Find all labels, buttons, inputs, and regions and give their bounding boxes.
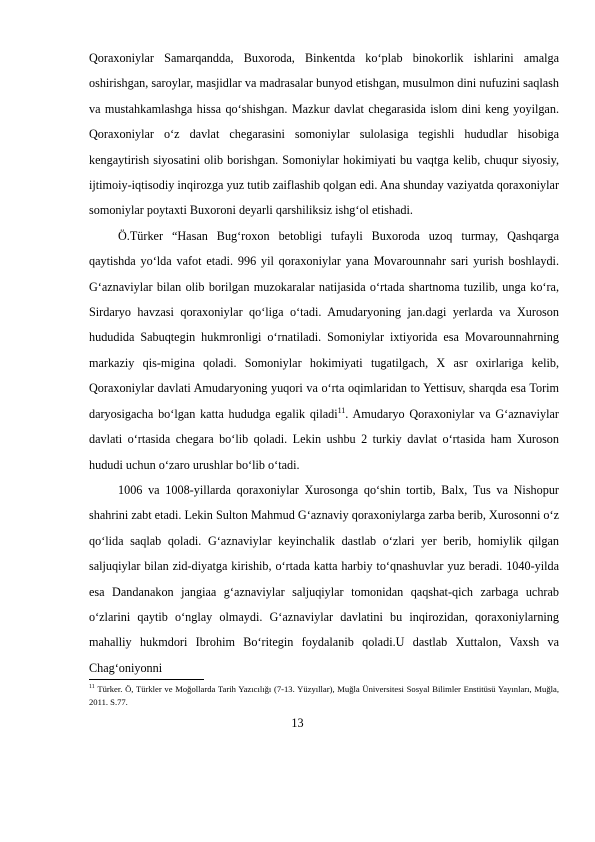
page-number: 13 (291, 716, 304, 730)
paragraph-2-text-a: Ö.Türker “Hasan Bugʻroxon betobligi tufayli Buxoroda uzoq turmay, Qashqarga qaytishda yoʻlda vafot etadi. 996 yil qoraxoniylar yana Movarounnahr sari yurish boshlaydi. Gʻaznaviylar bilan olib borilgan muzokaralar natijasida oʻrtada shartnoma tuzilib, unga koʻra, Sirdaryo havzasi qoraxoniylar qoʻliga oʻtadi. Amudaryoning jan.dagi yerlarda va Xuroson hududida Sabuqtegin hukmronligi oʻrnatiladi. Somoniylar ixtiyorida esa Movarounnahrning markaziy qis-migina qoladi. Somoniylar hokimiyati tugatilgach, X asr oxirlariga kelib, Qoraxoniylar davlati Amudaryoning yuqori va oʻrta oqimlaridan to Yettisuv, sharqda esa Torim daryosigacha boʻlgan katta hududga egalik qiladi (89, 228, 559, 421)
footnote (89, 683, 559, 708)
footnote-divider (89, 679, 204, 680)
footnote-reference[interactable]: 11 (337, 405, 346, 415)
body-text (89, 46, 559, 681)
paragraph-3: 1006 va 1008-yillarda qoraxoniylar Xurosonga qoʻshin tortib, Balx, Tus va Nishopur shahrini zabt etadi. Lekin Sulton Mahmud Gʻaznaviy qoraxoniylarga zarba berib, Xurosonni oʻz qoʻlida saqlab qoladi. Gʻaznaviylar keyinchalik dastlab oʻzlari yer berib, homiylik qilgan saljuqiylar bilan zid-diyatga kirishib, oʻrtada katta harbiy toʻqnashuvlar yuz beradi. 1040-yilda esa Dandanakon jangiaa gʻaznaviylar saljuqiylar tomonidan qaqshat-qich zarbaga uchrab oʻzlarini qaytib oʻnglay olmaydi. Gʻaznaviylar davlatini bu inqirozidan, qoraxoniylarning mahalliy hukmdori Ibrohim Boʻritegin foydalanib qoladi.U dastlab Xuttalon, Vaxsh va Chagʻoniyonni (89, 482, 559, 675)
paragraph-2-text-b: . Amudaryo Qoraxoniylar va Gʻaznaviylar davlati oʻrtasida chegara boʻlib qoladi. Lekin ushbu 2 turkiy davlat oʻrtasida ham Xuroson hududi uchun oʻzaro urushlar boʻlib oʻtadi. (89, 406, 559, 472)
footnote-text: Türker. Ö, Türkler ve Moğollarda Tarih Yazıcılığı (7-13. Yüzyıllar), Muğla Üniversitesi Sosyal Bilimler Enstitüsü Yayınları, Muğla, 2011. S.77. (89, 684, 559, 707)
paragraph-2 (89, 224, 559, 478)
paragraph-1: Qoraxoniylar Samarqandda, Buxoroda, Binkentda koʻplab binokorlik ishlarini amalga oshirishgan, saroylar, masjidlar va madrasalar bunyod etishgan, musulmon dini nufuzini saqlash va mustahkamlashga hissa qoʻshishgan. Mazkur davlat chegarasida islom dini keng yoyilgan. Qoraxoniylar oʻz davlat chegarasini somoniylar sulolasiga tegishli hududlar hisobiga kengaytirish siyosatini olib borishgan. Somoniylar hokimiyati bu vaqtga kelib, chuqur siyosiy, ijtimoiy-iqtisodiy inqirozga yuz tutib zaiflashib qolgan edi. Ana shunday vaziyatda qoraxoniylar somoniylar poytaxti Buxoroni deyarli qarshiliksiz ishgʻol etishadi. (89, 51, 559, 218)
footnote-number: 11 (89, 684, 95, 691)
